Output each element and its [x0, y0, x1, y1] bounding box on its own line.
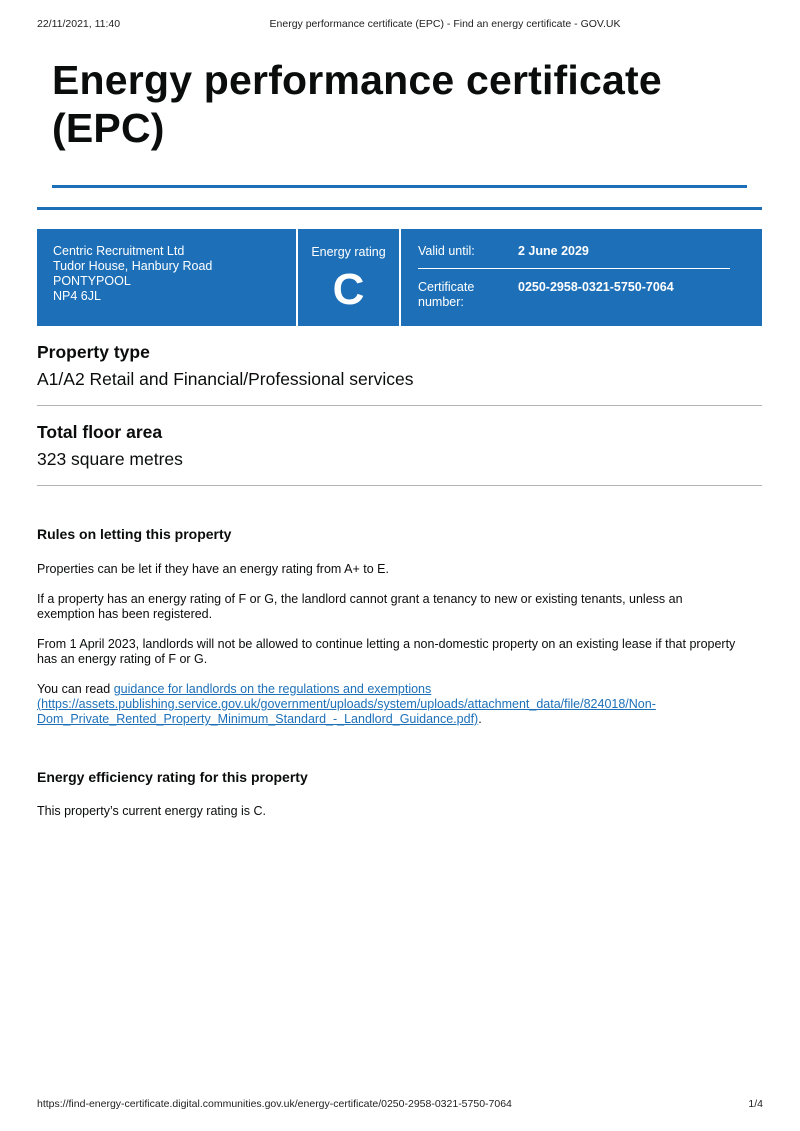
efficiency-text: This property’s current energy rating is C.	[37, 804, 267, 818]
address-line: NP4 6JL	[53, 289, 101, 303]
link-url-line[interactable]: Dom_Private_Rented_Property_Minimum_Standard_-_Landlord_Guidance.pdf)	[37, 712, 479, 726]
floor-area-value: 323 square metres	[37, 449, 183, 469]
address-line: Tudor House, Hanbury Road	[53, 259, 213, 273]
print-header	[37, 18, 763, 34]
property-address	[53, 244, 212, 304]
print-page-title: Energy performance certificate (EPC) - Find an energy certificate - GOV.UK	[269, 18, 621, 30]
divider	[37, 405, 762, 406]
page-title-line2: (EPC)	[52, 105, 165, 151]
guidance-paragraph	[37, 682, 737, 727]
certificate-summary-panel	[37, 229, 762, 326]
divider	[37, 485, 762, 486]
guidance-text: You can read	[37, 682, 114, 696]
page-title	[52, 56, 752, 152]
floor-area-heading: Total floor area	[37, 422, 163, 442]
title-divider	[52, 185, 747, 188]
print-url: https://find-energy-certificate.digital.communities.gov.uk/energy-certificate/0250-2958-0321-5750-7064	[37, 1098, 512, 1110]
property-type-heading: Property type	[37, 342, 150, 362]
link-url-line[interactable]: (https://assets.publishing.service.gov.uk/government/uploads/system/uploads/attachment_data/file/824018/Non-	[37, 697, 656, 711]
certificate-number-value: 0250-2958-0321-5750-7064	[518, 280, 674, 294]
letting-rules-paragraph: From 1 April 2023, landlords will not be allowed to continue letting a non-domestic property on an existing lease if that property has an energy rating of F or G.	[37, 637, 736, 666]
address-line: PONTYPOOL	[53, 274, 131, 288]
page-number: 1/4	[748, 1098, 763, 1110]
landlord-guidance-link[interactable]	[37, 682, 656, 726]
address-line: Centric Recruitment Ltd	[53, 244, 185, 258]
certificate-number-label: Certificate number:	[418, 280, 475, 309]
guidance-text: .	[478, 712, 482, 726]
letting-rules-heading: Rules on letting this property	[37, 526, 232, 542]
section-divider	[37, 207, 762, 210]
panel-divider	[399, 229, 401, 326]
efficiency-heading: Energy efficiency rating for this property	[37, 769, 308, 785]
valid-until-label: Valid until:	[418, 244, 475, 258]
valid-until-value: 2 June 2029	[518, 244, 589, 258]
link-text[interactable]: guidance for landlords on the regulations and exemptions	[113, 682, 432, 696]
energy-rating-label: Energy rating	[311, 245, 386, 259]
page-title-line1: Energy performance certificate	[52, 57, 662, 103]
energy-rating-value: C	[332, 265, 365, 314]
property-type-value: A1/A2 Retail and Financial/Professional services	[37, 369, 414, 389]
letting-rules-paragraph: Properties can be let if they have an energy rating from A+ to E.	[37, 562, 389, 576]
letting-rules-paragraph: If a property has an energy rating of F or G, the landlord cannot grant a tenancy to new or existing tenants, unless an exemption has been registered.	[37, 592, 683, 621]
panel-inner-divider	[418, 268, 730, 269]
print-datetime: 22/11/2021, 11:40	[37, 18, 121, 30]
